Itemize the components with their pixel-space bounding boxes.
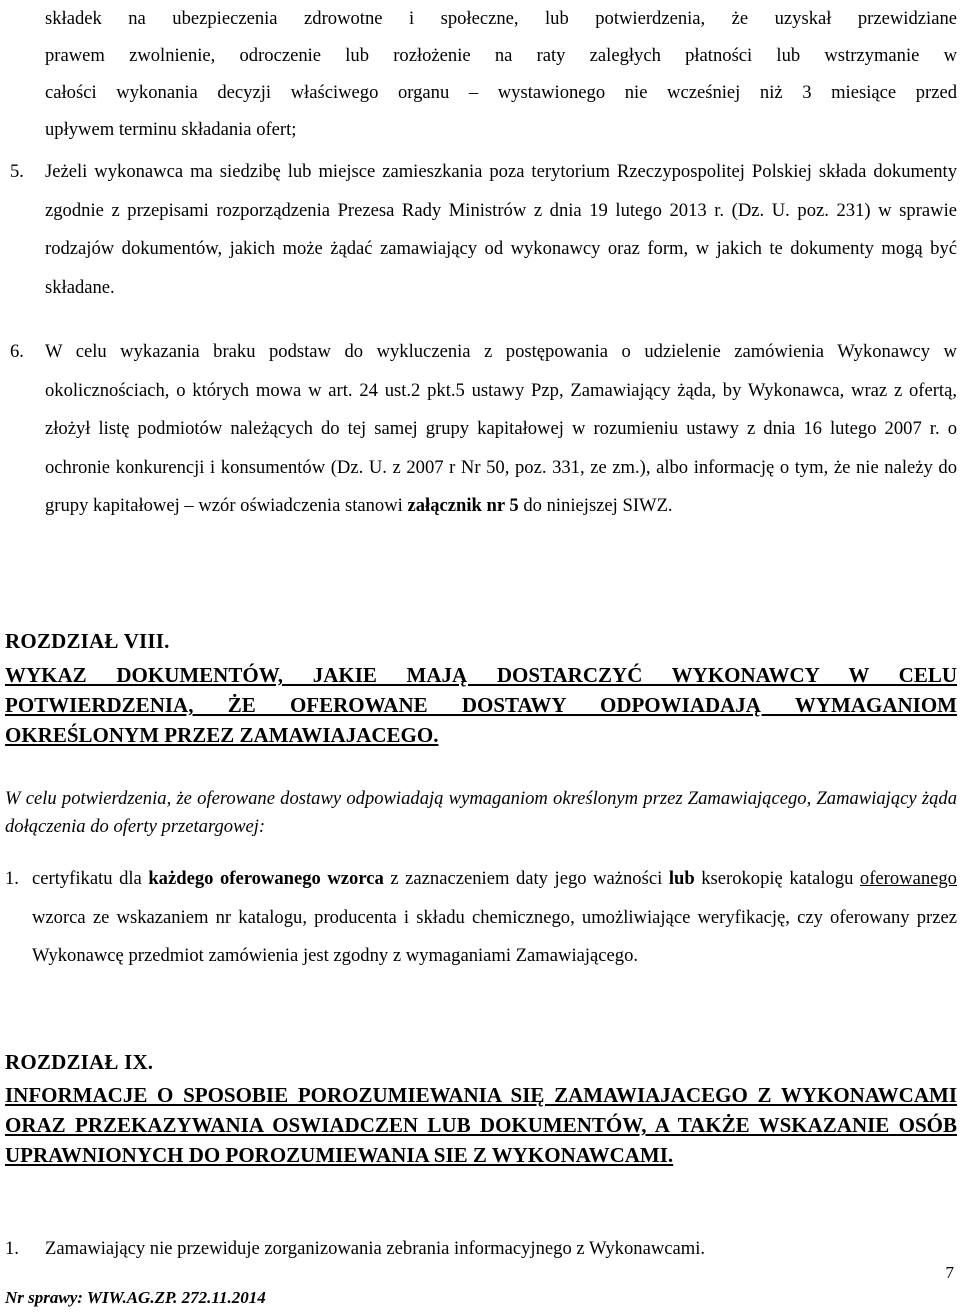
attachment-reference: załącznik nr 5 bbox=[407, 495, 519, 516]
list-item-text bbox=[45, 333, 957, 526]
list-item-5 bbox=[10, 153, 957, 307]
text-run: wzorca ze wskazaniem nr katalogu, producenta i składu chemicznego, umożliwiające weryfikację, czy oferowany przez Wykonawcę przedmiot zamówienia jest zgodny z wymaganiami Zamawiającego. bbox=[32, 906, 957, 966]
page-number: 7 bbox=[945, 1263, 954, 1282]
underlined-text: oferowanego bbox=[859, 868, 957, 889]
list-number: 1. bbox=[5, 1238, 19, 1259]
text-run: z zaznaczeniem daty jego ważności bbox=[383, 868, 669, 889]
list-item-text bbox=[32, 860, 957, 976]
list-item-text: Zamawiający nie przewiduje zorganizowania zebrania informacyjnego z Wykonawcami. bbox=[45, 1238, 706, 1259]
list-item-text: Jeżeli wykonawca ma siedzibę lub miejsce zamieszkania poza terytorium Rzeczypospolitej Polskiej składa dokumenty zgodnie z przepisami rozporządzenia Prezesa Rady Ministrów z dnia 19 lutego 2013 r. (Dz. U. poz. 231) w sprawie rodzajów dokumentów, jakich może żądać zamawiający od wykonawcy oraz form, w jakich te dokumenty mogą być składane. bbox=[45, 161, 957, 298]
chapter-heading: INFORMACJE O SPOSOBIE POROZUMIEWANIA SIĘ ZAMAWIAJACEGO Z WYKONAWCAMI ORAZ PRZEKAZYWANIA OSWIADCZEN LUB DOKUMENTÓW, A TAKŻE WSKAZANIE OSÓB UPRAWNIONYCH DO POROZUMIEWANIA SIE Z WYKONAWCAMI. bbox=[5, 1083, 957, 1167]
list-number: 5. bbox=[10, 161, 24, 182]
chapter-number: ROZDZIAŁ VIII. bbox=[5, 629, 170, 653]
emphasis: lub bbox=[668, 868, 695, 889]
list-number: 1. bbox=[5, 868, 19, 889]
list-number: 6. bbox=[10, 341, 24, 362]
continuation-line: całości wykonania decyzji właściwego organu – wystawionego nie wcześniej niż 3 miesiące przed bbox=[45, 82, 957, 103]
emphasis: każdego oferowanego wzorca bbox=[148, 868, 384, 889]
text-run: W celu wykazania braku podstaw do wykluczenia z postępowania o udzielenie zamówienia Wykonawcy w okolicznościach, o których mowa w art. 24 ust.2 pkt.5 ustawy Pzp, Zamawiający żąda, by Wykonawca, wraz z ofertą, złożył listę podmiotów należących do tej samej grupy kapitałowej w rozumieniu ustawy z dnia 16 lutego 2007 r. o ochronie konkurencji i konsumentów (Dz. U. z 2007 r Nr 50, poz. 331, ze zm.), albo informację o tym, że nie należy do grupy kapitałowej – wzór oświadczenia stanowi bbox=[45, 341, 957, 516]
chapter-number: ROZDZIAŁ IX. bbox=[5, 1050, 154, 1074]
chapter-intro: W celu potwierdzenia, że oferowane dostawy odpowiadają wymaganiom określonym przez Zamawiającego, Zamawiający żąda dołączenia do oferty przetargowej: bbox=[5, 788, 957, 837]
continuation-paragraph bbox=[45, 0, 957, 148]
text-run: do niniejszej SIWZ. bbox=[518, 495, 673, 516]
text-run: certyfikatu dla bbox=[32, 868, 149, 889]
list-item-1 bbox=[5, 860, 957, 976]
continuation-line: składek na ubezpieczenia zdrowotne i społeczne, lub potwierdzenia, że uzyskał przewidziane bbox=[45, 8, 957, 29]
continuation-line: prawem zwolnienie, odroczenie lub rozłożenie na raty zaległych płatności lub wstrzymanie w bbox=[45, 45, 957, 66]
chapter-heading: WYKAZ DOKUMENTÓW, JAKIE MAJĄ DOSTARCZYĆ WYKONAWCY W CELU POTWIERDZENIA, ŻE OFEROWANE DOSTAWY ODPOWIADAJĄ WYMAGANIOM OKREŚLONYM PRZEZ ZAMAWIAJACEGO. bbox=[5, 663, 957, 747]
list-item-6 bbox=[10, 333, 957, 526]
list-item-1 bbox=[5, 1230, 957, 1269]
text-run: kserokopię katalogu bbox=[694, 868, 860, 889]
continuation-line: upływem terminu składania ofert; bbox=[45, 119, 297, 140]
case-number: Nr sprawy: WIW.AG.ZP. 272.11.2014 bbox=[5, 1288, 266, 1307]
